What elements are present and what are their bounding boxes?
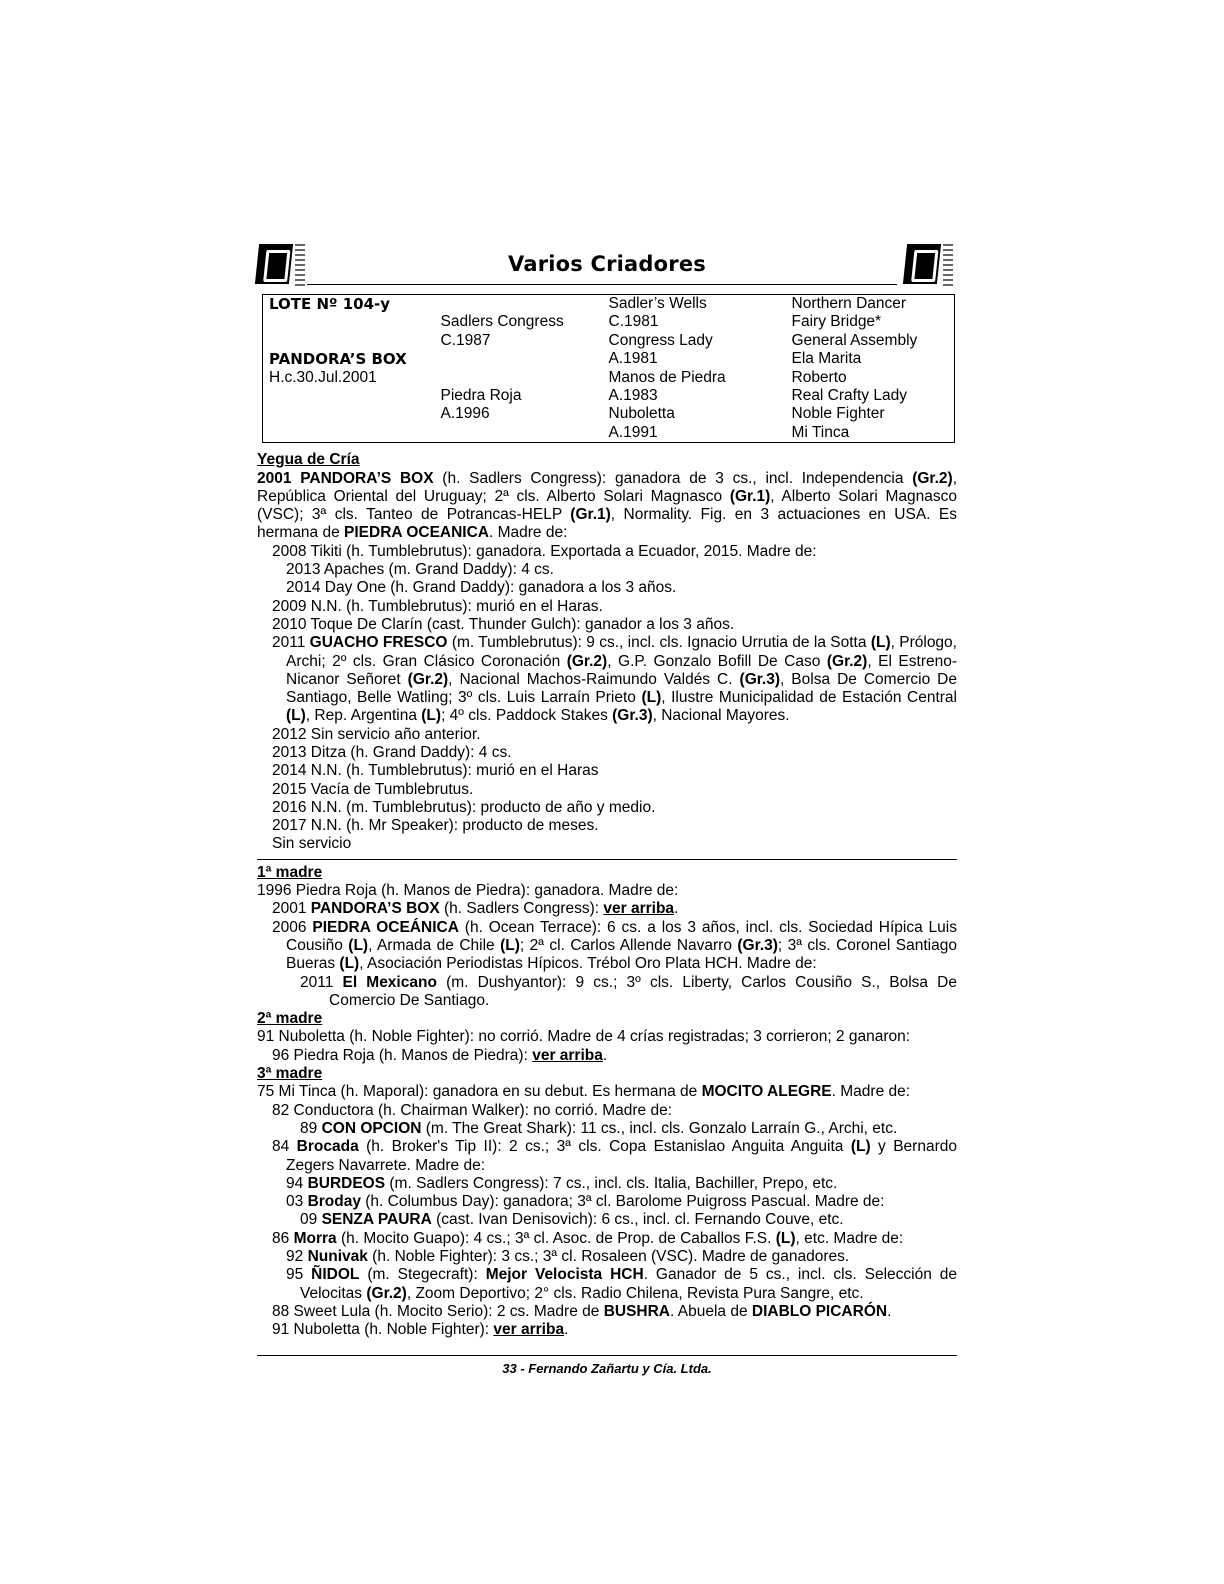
logo-icon <box>905 244 953 288</box>
list-item: 91 Nuboletta (h. Noble Fighter): ver arriba. <box>272 1321 569 1339</box>
list-item: 2014 Day One (h. Grand Daddy): ganadora a los 3 años. <box>286 579 677 597</box>
pedigree-gg6: Real Crafty Lady <box>791 387 907 405</box>
list-item: 92 Nunivak (h. Noble Fighter): 3 cs.; 3ª cl. Rosaleen (VSC). Madre de ganadores. <box>286 1248 850 1266</box>
list-item: 75 Mi Tinca (h. Maporal): ganadora en su debut. Es hermana de MOCITO ALEGRE. Madre de: <box>257 1083 911 1101</box>
list-item: 2013 Ditza (h. Grand Daddy): 4 cs. <box>272 744 512 761</box>
list-item: 88 Sweet Lula (h. Mocito Serio): 2 cs. Madre de BUSHRA. Abuela de DIABLO PICARÓN. <box>272 1302 892 1320</box>
pedigree-gg5: Roberto <box>791 368 847 386</box>
pedigree-dam-year: A.1996 <box>440 405 490 423</box>
section-heading: 3ª madre <box>257 1065 323 1083</box>
list-item: 2012 Sin servicio año anterior. <box>272 725 481 743</box>
pedigree-dam: Piedra Roja <box>440 387 522 405</box>
list-item: 09 SENZA PAURA (cast. Ivan Denisovich): 6 cs., incl. cl. Fernando Couve, etc. <box>300 1211 844 1229</box>
pedigree-g3-year: A.1983 <box>608 387 658 405</box>
pedigree-sire: Sadlers Congress <box>440 313 564 331</box>
list-item: 2011 GUACHO FRESCO (m. Tumblebrutus): 9 cs., incl. cls. Ignacio Urrutia de la Sotta (L), Prólogo, Archi; 2º cls. Gran Clásico Coronación (Gr.2), G.P. Gonzalo Bofill De Caso (Gr.2), El Estreno-Nicanor Señoret (Gr.2), Nacional Machos-Raimundo Valdés C. (Gr.3), Bolsa De Comercio De Santiago, Belle Watling; 3º cls. Luis Larraín Prieto (L), Ilustre Municipalidad de Estación Central (L), Rep. Argentina (L); 4º cls. Paddock Stakes (Gr.3), Nacional Mayores. <box>272 634 958 725</box>
pedigree-g1-year: C.1981 <box>608 313 659 331</box>
pedigree-g4-year: A.1991 <box>608 423 658 441</box>
list-item: 89 CON OPCION (m. The Great Shark): 11 cs., incl. cls. Gonzalo Larraín G., Archi, etc. <box>300 1119 898 1137</box>
section-divider <box>257 859 957 860</box>
pedigree-g4: Nuboletta <box>608 405 675 423</box>
pedigree-g2: Congress Lady <box>608 331 713 349</box>
page-header <box>257 240 957 294</box>
list-item: 2014 N.N. (h. Tumblebrutus): murió en el Haras <box>272 762 599 780</box>
list-item: 84 Brocada (h. Broker's Tip II): 2 cs.; 3ª cls. Copa Estanislao Anguita Anguita (L) y Bernardo Zegers Navarrete. Madre de: <box>272 1138 957 1174</box>
list-item: 2009 N.N. (h. Tumblebrutus): murió en el Haras. <box>272 597 603 615</box>
list-item: 95 ÑIDOL (m. Stegecraft): Mejor Velocista HCH. Ganador de 5 cs., incl. cls. Selección de Velocitas (Gr.2), Zoom Deportivo; 2° cls. Radio Chilena, Revista Pura Sangre, etc. <box>286 1266 957 1302</box>
list-item: 1996 Piedra Roja (h. Manos de Piedra): ganadora. Madre de: <box>257 882 679 900</box>
list-item: 82 Conductora (h. Chairman Walker): no corrió. Madre de: <box>272 1101 673 1119</box>
section-heading: Yegua de Cría <box>257 451 360 469</box>
pedigree-table <box>262 294 955 443</box>
pedigree-gg4: Ela Marita <box>791 350 862 368</box>
list-item: 2006 PIEDRA OCEÁNICA (h. Ocean Terrace): 6 cs. a los 3 años, incl. cls. Sociedad Hípica Luis Cousiño (L), Armada de Chile (L); 2ª cl. Carlos Allende Navarro (Gr.3); 3ª cls. Coronel Santiago Bueras (L), Asociación Periodistas Hípicos. Trébol Oro Plata HCH. Madre de: <box>272 918 957 973</box>
pedigree-gg7: Noble Fighter <box>791 405 885 423</box>
pedigree-gg8: Mi Tinca <box>791 423 850 441</box>
list-item: 2011 El Mexicano (m. Dushyantor): 9 cs.; 3º cls. Liberty, Carlos Cousiño S., Bolsa De Comercio De Santiago. <box>300 973 957 1009</box>
pedigree-gg3: General Assembly <box>791 331 918 349</box>
list-item: 96 Piedra Roja (h. Manos de Piedra): ver arriba. <box>272 1046 608 1064</box>
pedigree-gg2: Fairy Bridge* <box>791 313 882 331</box>
list-item: 86 Morra (h. Mocito Guapo): 4 cs.; 3ª cl. Asoc. de Prop. de Caballos F.S. (L), etc. Madre de: <box>272 1229 904 1247</box>
pedigree-g3: Manos de Piedra <box>608 368 726 386</box>
horse-name: PANDORA’S BOX <box>269 350 407 369</box>
lot-number: LOTE Nº 104-y <box>269 295 391 313</box>
pedigree-sire-year: C.1987 <box>440 331 491 349</box>
pedigree-g1: Sadler’s Wells <box>608 295 707 312</box>
list-item: Sin servicio <box>272 835 352 853</box>
list-item: 2001 PANDORA’S BOX (h. Sadlers Congress): ver arriba. <box>272 900 679 918</box>
horse-info: H.c.30.Jul.2001 <box>269 368 377 386</box>
catalog-page <box>257 240 957 1376</box>
section-heading: 2ª madre <box>257 1010 323 1028</box>
list-item: 2013 Apaches (m. Grand Daddy): 4 cs. <box>286 561 554 579</box>
list-item: 91 Nuboletta (h. Noble Fighter): no corrió. Madre de 4 crías registradas; 3 corrieron; 2 ganaron: <box>257 1028 911 1046</box>
list-item: 2008 Tikiti (h. Tumblebrutus): ganadora. Exportada a Ecuador, 2015. Madre de: <box>272 542 817 560</box>
pedigree-g2-year: A.1981 <box>608 350 658 368</box>
page-footer: 33 - Fernando Zañartu y Cía. Ltda. <box>502 1360 712 1376</box>
header-divider <box>307 284 897 285</box>
section-heading: 1ª madre <box>257 863 323 881</box>
list-item: 2016 N.N. (m. Tumblebrutus): producto de año y medio. <box>272 798 656 816</box>
pedigree-gg1: Northern Dancer <box>791 295 907 312</box>
list-item: 2001 PANDORA’S BOX (h. Sadlers Congress): ganadora de 3 cs., incl. Independencia (Gr.2), República Oriental del Uruguay; 2ª cls. Alberto Solari Magnasco (Gr.1), Alberto Solari Magnasco (VSC); 3ª cls. Tanteo de Potrancas-HELP (Gr.1), Normality. Fig. en 3 actuaciones en USA. Es hermana de PIEDRA OCEANICA. Madre de: <box>257 469 958 542</box>
footer-divider <box>257 1355 957 1356</box>
pedigree-notes <box>257 451 957 1339</box>
list-item: 94 BURDEOS (m. Sadlers Congress): 7 cs., incl. cls. Italia, Bachiller, Prepo, etc. <box>286 1174 838 1192</box>
list-item: 2015 Vacía de Tumblebrutus. <box>272 780 474 798</box>
page-title: Varios Criadores <box>508 252 706 276</box>
list-item: 03 Broday (h. Columbus Day): ganadora; 3ª cl. Barolome Puigross Pascual. Madre de: <box>286 1193 885 1211</box>
list-item: 2017 N.N. (h. Mr Speaker): producto de meses. <box>272 817 599 835</box>
list-item: 2010 Toque De Clarín (cast. Thunder Gulch): ganador a los 3 años. <box>272 615 735 633</box>
